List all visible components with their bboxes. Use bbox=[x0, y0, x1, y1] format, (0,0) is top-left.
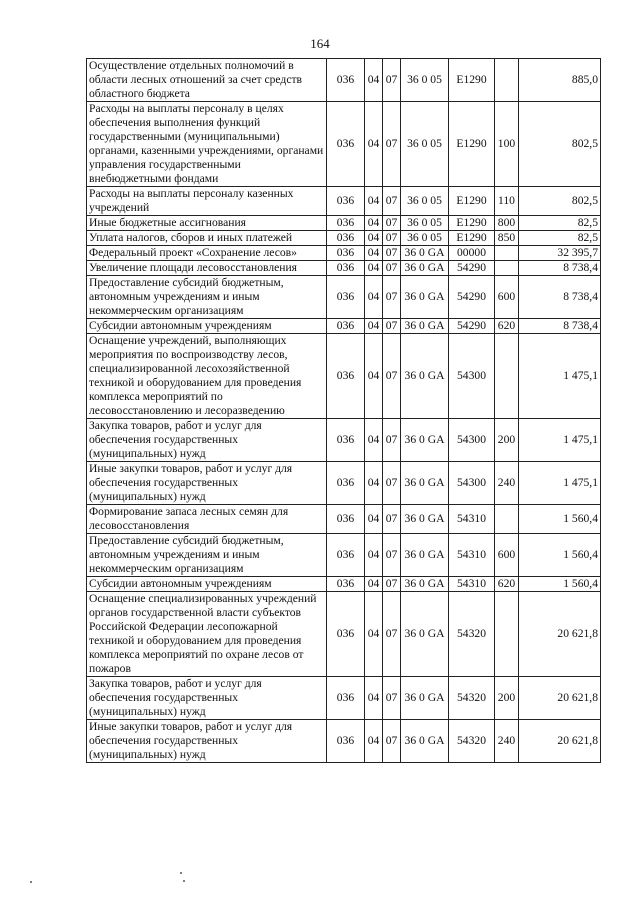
section-code: 04 bbox=[365, 246, 383, 261]
subsection-code: 07 bbox=[383, 187, 401, 216]
direction-code: 00000 bbox=[449, 246, 495, 261]
expense-type-code: 240 bbox=[495, 462, 519, 505]
table-row bbox=[87, 261, 601, 276]
expense-type-code: 800 bbox=[495, 216, 519, 231]
expense-type-code: 620 bbox=[495, 319, 519, 334]
subsection-code: 07 bbox=[383, 419, 401, 462]
table-row bbox=[87, 216, 601, 231]
direction-code: 54320 bbox=[449, 592, 495, 677]
amount: 82,5 bbox=[519, 216, 601, 231]
section-code: 04 bbox=[365, 102, 383, 187]
expense-type-code: 110 bbox=[495, 187, 519, 216]
table-row bbox=[87, 577, 601, 592]
table-row bbox=[87, 534, 601, 577]
expense-type-code: 100 bbox=[495, 102, 519, 187]
amount: 8 738,4 bbox=[519, 261, 601, 276]
row-name: Субсидии автономным учреждениям bbox=[87, 577, 327, 592]
table-row bbox=[87, 246, 601, 261]
ministry-code: 036 bbox=[327, 577, 365, 592]
subsection-code: 07 bbox=[383, 334, 401, 419]
amount: 1 475,1 bbox=[519, 419, 601, 462]
program-code: 36 0 GA bbox=[401, 276, 449, 319]
row-name: Иные бюджетные ассигнования bbox=[87, 216, 327, 231]
ministry-code: 036 bbox=[327, 677, 365, 720]
program-code: 36 0 05 bbox=[401, 59, 449, 102]
table-row bbox=[87, 592, 601, 677]
table-row bbox=[87, 334, 601, 419]
direction-code: E1290 bbox=[449, 231, 495, 246]
row-name: Осуществление отдельных полномочий в области лесных отношений за счет средств областного бюджета bbox=[87, 59, 327, 102]
expense-type-code: 200 bbox=[495, 419, 519, 462]
direction-code: 54300 bbox=[449, 419, 495, 462]
direction-code: 54300 bbox=[449, 462, 495, 505]
section-code: 04 bbox=[365, 276, 383, 319]
section-code: 04 bbox=[365, 59, 383, 102]
row-name: Субсидии автономным учреждениям bbox=[87, 319, 327, 334]
program-code: 36 0 GA bbox=[401, 720, 449, 763]
subsection-code: 07 bbox=[383, 577, 401, 592]
subsection-code: 07 bbox=[383, 276, 401, 319]
table-row bbox=[87, 59, 601, 102]
expense-type-code: 620 bbox=[495, 577, 519, 592]
program-code: 36 0 GA bbox=[401, 677, 449, 720]
row-name: Предоставление субсидий бюджетным, автономным учреждениям и иным некоммерческим организациям bbox=[87, 534, 327, 577]
row-name: Закупка товаров, работ и услуг для обеспечения государственных (муниципальных) нужд bbox=[87, 677, 327, 720]
section-code: 04 bbox=[365, 505, 383, 534]
row-name: Закупка товаров, работ и услуг для обеспечения государственных (муниципальных) нужд bbox=[87, 419, 327, 462]
direction-code: E1290 bbox=[449, 187, 495, 216]
amount: 82,5 bbox=[519, 231, 601, 246]
direction-code: 54300 bbox=[449, 334, 495, 419]
section-code: 04 bbox=[365, 319, 383, 334]
subsection-code: 07 bbox=[383, 102, 401, 187]
program-code: 36 0 GA bbox=[401, 505, 449, 534]
table-row bbox=[87, 187, 601, 216]
subsection-code: 07 bbox=[383, 720, 401, 763]
amount: 1 560,4 bbox=[519, 534, 601, 577]
direction-code: 54310 bbox=[449, 505, 495, 534]
expense-type-code bbox=[495, 59, 519, 102]
section-code: 04 bbox=[365, 187, 383, 216]
direction-code: 54310 bbox=[449, 534, 495, 577]
program-code: 36 0 GA bbox=[401, 534, 449, 577]
subsection-code: 07 bbox=[383, 246, 401, 261]
expense-type-code: 200 bbox=[495, 677, 519, 720]
section-code: 04 bbox=[365, 577, 383, 592]
section-code: 04 bbox=[365, 534, 383, 577]
section-code: 04 bbox=[365, 261, 383, 276]
ministry-code: 036 bbox=[327, 720, 365, 763]
row-name: Уплата налогов, сборов и иных платежей bbox=[87, 231, 327, 246]
amount: 802,5 bbox=[519, 102, 601, 187]
ministry-code: 036 bbox=[327, 505, 365, 534]
direction-code: E1290 bbox=[449, 59, 495, 102]
amount: 20 621,8 bbox=[519, 592, 601, 677]
amount: 1 560,4 bbox=[519, 577, 601, 592]
section-code: 04 bbox=[365, 334, 383, 419]
expense-type-code bbox=[495, 246, 519, 261]
subsection-code: 07 bbox=[383, 216, 401, 231]
program-code: 36 0 GA bbox=[401, 577, 449, 592]
direction-code: 54320 bbox=[449, 720, 495, 763]
amount: 8 738,4 bbox=[519, 276, 601, 319]
ministry-code: 036 bbox=[327, 216, 365, 231]
expense-type-code bbox=[495, 334, 519, 419]
expense-type-code bbox=[495, 261, 519, 276]
subsection-code: 07 bbox=[383, 59, 401, 102]
subsection-code: 07 bbox=[383, 261, 401, 276]
ministry-code: 036 bbox=[327, 276, 365, 319]
table-row bbox=[87, 102, 601, 187]
row-name: Оснащение специализированных учреждений органов государственной власти субъектов Российской Федерации лесопожарной техникой и оборудованием для проведения комплекса мероприятий по охране лесов от пожаров bbox=[87, 592, 327, 677]
expense-type-code: 850 bbox=[495, 231, 519, 246]
ministry-code: 036 bbox=[327, 261, 365, 276]
ministry-code: 036 bbox=[327, 419, 365, 462]
scan-speck bbox=[183, 880, 185, 882]
direction-code: 54310 bbox=[449, 577, 495, 592]
section-code: 04 bbox=[365, 677, 383, 720]
subsection-code: 07 bbox=[383, 462, 401, 505]
ministry-code: 036 bbox=[327, 187, 365, 216]
direction-code: 54290 bbox=[449, 319, 495, 334]
section-code: 04 bbox=[365, 720, 383, 763]
table-row bbox=[87, 462, 601, 505]
subsection-code: 07 bbox=[383, 231, 401, 246]
page-number: 164 bbox=[310, 36, 330, 51]
amount: 20 621,8 bbox=[519, 677, 601, 720]
expense-type-code bbox=[495, 592, 519, 677]
amount: 885,0 bbox=[519, 59, 601, 102]
amount: 802,5 bbox=[519, 187, 601, 216]
expense-type-code bbox=[495, 505, 519, 534]
direction-code: 54320 bbox=[449, 677, 495, 720]
expense-type-code: 600 bbox=[495, 276, 519, 319]
program-code: 36 0 GA bbox=[401, 462, 449, 505]
program-code: 36 0 05 bbox=[401, 187, 449, 216]
direction-code: E1290 bbox=[449, 102, 495, 187]
table-row bbox=[87, 276, 601, 319]
scan-speck bbox=[30, 881, 32, 883]
amount: 32 395,7 bbox=[519, 246, 601, 261]
amount: 8 738,4 bbox=[519, 319, 601, 334]
subsection-code: 07 bbox=[383, 592, 401, 677]
ministry-code: 036 bbox=[327, 334, 365, 419]
amount: 1 475,1 bbox=[519, 334, 601, 419]
program-code: 36 0 GA bbox=[401, 334, 449, 419]
row-name: Иные закупки товаров, работ и услуг для обеспечения государственных (муниципальных) нужд bbox=[87, 462, 327, 505]
amount: 20 621,8 bbox=[519, 720, 601, 763]
direction-code: 54290 bbox=[449, 276, 495, 319]
section-code: 04 bbox=[365, 216, 383, 231]
ministry-code: 036 bbox=[327, 246, 365, 261]
program-code: 36 0 05 bbox=[401, 231, 449, 246]
section-code: 04 bbox=[365, 592, 383, 677]
table-row bbox=[87, 419, 601, 462]
subsection-code: 07 bbox=[383, 505, 401, 534]
table-row bbox=[87, 720, 601, 763]
budget-table-body bbox=[87, 59, 601, 763]
subsection-code: 07 bbox=[383, 677, 401, 720]
direction-code: 54290 bbox=[449, 261, 495, 276]
ministry-code: 036 bbox=[327, 319, 365, 334]
program-code: 36 0 GA bbox=[401, 261, 449, 276]
section-code: 04 bbox=[365, 231, 383, 246]
section-code: 04 bbox=[365, 419, 383, 462]
row-name: Расходы на выплаты персоналу в целях обеспечения выполнения функций государственными (муниципальными) органами, казенными учреждениями, органами управления государственными внебюджетными фондами bbox=[87, 102, 327, 187]
program-code: 36 0 GA bbox=[401, 246, 449, 261]
scan-speck bbox=[180, 872, 182, 874]
subsection-code: 07 bbox=[383, 534, 401, 577]
ministry-code: 036 bbox=[327, 59, 365, 102]
ministry-code: 036 bbox=[327, 102, 365, 187]
ministry-code: 036 bbox=[327, 592, 365, 677]
row-name: Увеличение площади лесовосстановления bbox=[87, 261, 327, 276]
budget-table bbox=[86, 58, 601, 763]
row-name: Формирование запаса лесных семян для лесовосстановления bbox=[87, 505, 327, 534]
amount: 1 475,1 bbox=[519, 462, 601, 505]
ministry-code: 036 bbox=[327, 534, 365, 577]
program-code: 36 0 GA bbox=[401, 419, 449, 462]
table-row bbox=[87, 505, 601, 534]
amount: 1 560,4 bbox=[519, 505, 601, 534]
expense-type-code: 240 bbox=[495, 720, 519, 763]
program-code: 36 0 GA bbox=[401, 319, 449, 334]
ministry-code: 036 bbox=[327, 231, 365, 246]
program-code: 36 0 GA bbox=[401, 592, 449, 677]
row-name: Предоставление субсидий бюджетным, автономным учреждениям и иным некоммерческим организациям bbox=[87, 276, 327, 319]
program-code: 36 0 05 bbox=[401, 102, 449, 187]
row-name: Иные закупки товаров, работ и услуг для обеспечения государственных (муниципальных) нужд bbox=[87, 720, 327, 763]
direction-code: E1290 bbox=[449, 216, 495, 231]
expense-type-code: 600 bbox=[495, 534, 519, 577]
program-code: 36 0 05 bbox=[401, 216, 449, 231]
table-row bbox=[87, 319, 601, 334]
ministry-code: 036 bbox=[327, 462, 365, 505]
row-name: Оснащение учреждений, выполняющих мероприятия по воспроизводству лесов, специализированной лесохозяйственной техникой и оборудованием для проведения комплекса мероприятий по лесовосстановлению и лесоразведению bbox=[87, 334, 327, 419]
row-name: Федеральный проект «Сохранение лесов» bbox=[87, 246, 327, 261]
section-code: 04 bbox=[365, 462, 383, 505]
row-name: Расходы на выплаты персоналу казенных учреждений bbox=[87, 187, 327, 216]
table-row bbox=[87, 677, 601, 720]
subsection-code: 07 bbox=[383, 319, 401, 334]
table-row bbox=[87, 231, 601, 246]
